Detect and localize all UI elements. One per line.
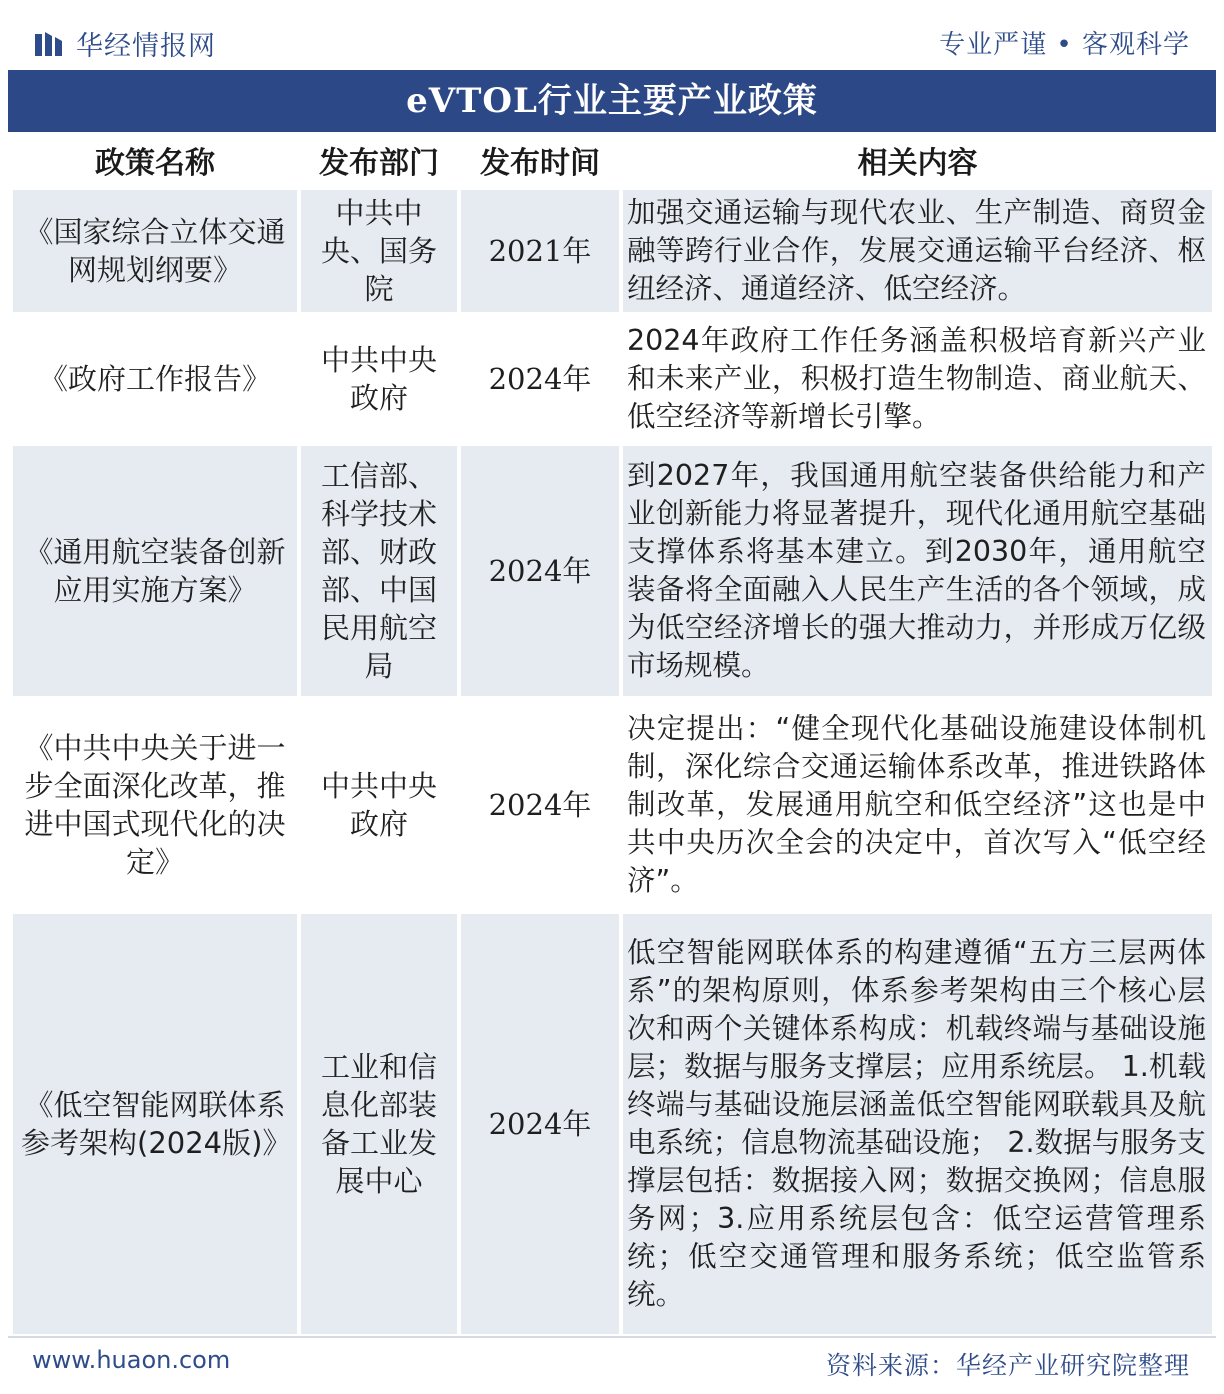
policy-name-cell: 《通用航空装备创新应用实施方案》 (13, 446, 297, 696)
huajing-logo-icon (34, 30, 64, 58)
department-cell: 中共中央政府 (301, 316, 457, 442)
page-header (8, 14, 1216, 66)
policy-name-cell: 《中共中央关于进一步全面深化改革，推进中国式现代化的决定》 (13, 700, 297, 910)
page-title: eVTOL行业主要产业政策 (8, 70, 1216, 132)
policy-name-cell: 《国家综合立体交通网规划纲要》 (13, 190, 297, 312)
table-row (13, 446, 1212, 696)
content-cell: 低空智能网联体系的构建遵循“五方三层两体系”的架构原则，体系参考架构由三个核心层次和两个关键体系构成：机载终端与基础设施层；数据与服务支撑层；应用系统层。 1.机载终端与基础设施层涵盖低空智能网联载具及航电系统；信息物流基础设施； 2.数据与服务支撑层包括：数据接入网；数据交换网；信息服务网；3.应用系统层包含：低空运营管理系统；低空交通管理和服务系统；低空监管系统。 (623, 914, 1212, 1334)
policy-table (13, 134, 1212, 1334)
department-cell: 工业和信息化部装备工业发展中心 (301, 914, 457, 1334)
column-header-name: 政策名称 (95, 146, 215, 181)
year-cell: 2024年 (461, 316, 619, 442)
department-cell: 工信部、科学技术部、财政部、中国民用航空局 (301, 446, 457, 696)
year-cell: 2024年 (461, 446, 619, 696)
column-header-year: 发布时间 (480, 146, 600, 181)
department-cell: 中共中央政府 (301, 700, 457, 910)
content-cell: 加强交通运输与现代农业、生产制造、商贸金融等跨行业合作，发展交通运输平台经济、枢纽经济、通道经济、低空经济。 (623, 190, 1212, 312)
department-cell: 中共中央、国务院 (301, 190, 457, 312)
page-footer (8, 1338, 1216, 1384)
table-row (13, 190, 1212, 312)
table-row (13, 700, 1212, 910)
year-cell: 2024年 (461, 914, 619, 1334)
table-row (13, 316, 1212, 442)
source-note: 资料来源：华经产业研究院整理 (825, 1351, 1190, 1380)
column-header-dept: 发布部门 (319, 146, 439, 181)
column-header-content: 相关内容 (857, 146, 978, 181)
policy-name-cell: 《政府工作报告》 (13, 316, 297, 442)
content-cell: 决定提出：“健全现代化基础设施建设体制机制，深化综合交通运输体系改革，推进铁路体制改革，发展通用航空和低空经济”这也是中共中央历次全会的决定中，首次写入“低空经济”。 (623, 700, 1212, 910)
policy-name-cell: 《低空智能网联体系参考架构(2024版)》 (13, 914, 297, 1334)
content-cell: 到2027年，我国通用航空装备供给能力和产业创新能力将显著提升，现代化通用航空基础支撑体系将基本建立。到2030年，通用航空装备将全面融入人民生产生活的各个领域，成为低空经济增长的强大推动力，并形成万亿级市场规模。 (623, 446, 1212, 696)
table-header-row (13, 134, 1212, 186)
brand[interactable] (34, 24, 216, 63)
website-link[interactable]: www.huaon.com (32, 1346, 231, 1374)
brand-name: 华经情报网 (76, 31, 216, 62)
year-cell: 2024年 (461, 700, 619, 910)
slogan: 专业严谨 • 客观科学 (939, 30, 1190, 60)
content-cell: 2024年政府工作任务涵盖积极培育新兴产业和未来产业，积极打造生物制造、商业航天、低空经济等新增长引擎。 (623, 316, 1212, 442)
table-row (13, 914, 1212, 1334)
year-cell: 2021年 (461, 190, 619, 312)
